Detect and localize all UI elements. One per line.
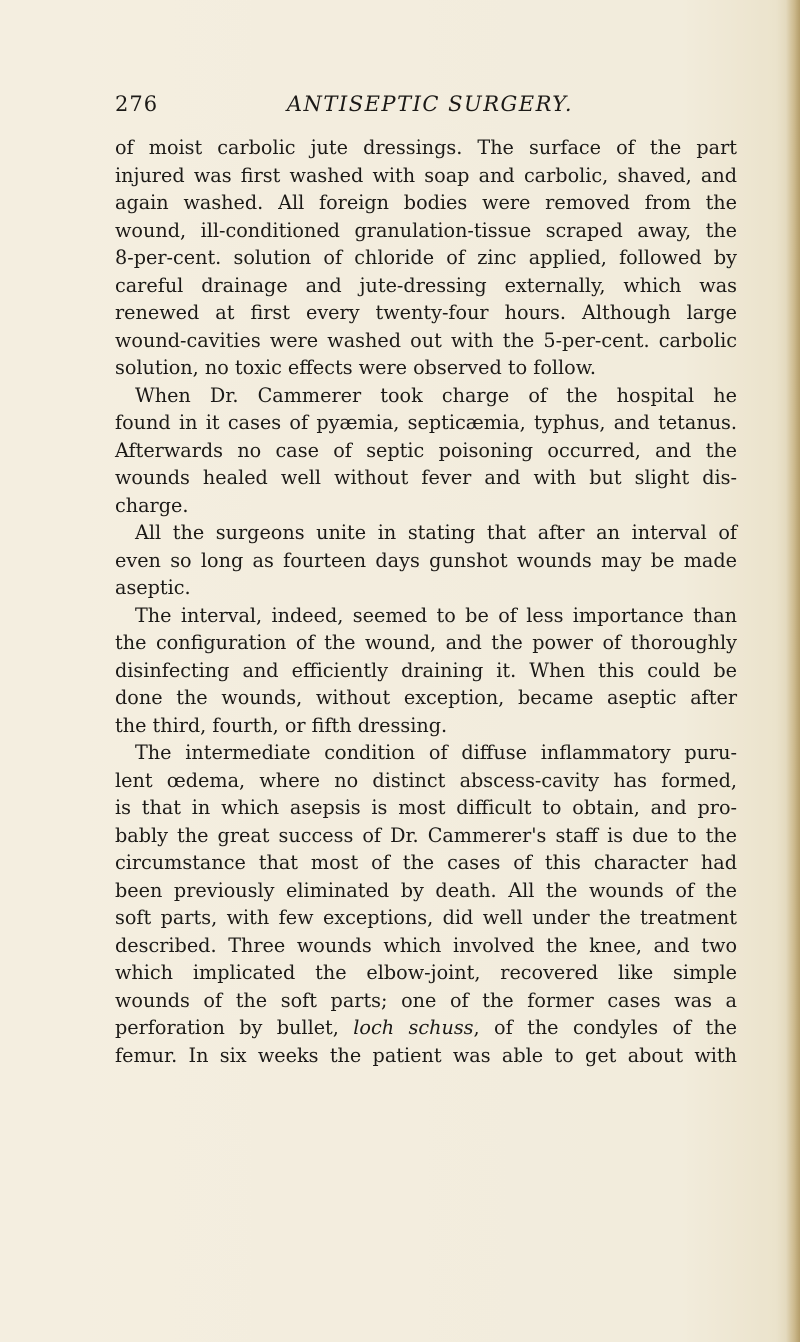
page-edge-shadow	[786, 0, 800, 1342]
text-line: the configuration of the wound, and the power of thoroughly	[115, 631, 737, 654]
text-line: renewed at first every twenty-four hours. Although large	[115, 301, 737, 324]
text-line: careful drainage and jute-dressing externally, which was	[115, 273, 737, 297]
text-line: aseptic.	[115, 576, 191, 599]
text-line: described. Three wounds which involved the knee, and two	[115, 933, 737, 957]
text-line: wounds healed well without fever and with but slight dis-	[115, 466, 737, 489]
text-line: All the surgeons unite in stating that after an interval of	[135, 521, 737, 544]
text-line: Afterwards no case of septic poisoning occurred, and the	[115, 438, 737, 462]
text-line: 8-per-cent. solution of chloride of zinc applied, followed by	[115, 246, 737, 269]
text-fragment: perforation by bullet,	[115, 1016, 339, 1039]
body-text	[115, 134, 737, 1069]
text-line: lent œdema, where no distinct abscess-cavity has formed,	[115, 768, 737, 792]
text-line: done the wounds, without exception, became aseptic after	[115, 686, 737, 709]
text-line: circumstance that most of the cases of this character had	[115, 851, 737, 874]
page-number: 276	[115, 92, 159, 116]
text-line: injured was first washed with soap and carbolic, shaved, and	[115, 163, 737, 187]
text-line: wounds of the soft parts; one of the former cases was a	[115, 988, 737, 1012]
text-line: femur. In six weeks the patient was able to get about with	[115, 1043, 737, 1067]
text-line: is that in which asepsis is most difficult to obtain, and pro-	[115, 796, 737, 819]
text-line: wound, ill-conditioned granulation-tissue scraped away, the	[115, 218, 737, 242]
text-line: again washed. All foreign bodies were removed from the	[115, 191, 737, 214]
text-line: disinfecting and efficiently draining it. When this could be	[115, 658, 737, 682]
text-line: found in it cases of pyæmia, septicæmia, typhus, and tetanus.	[115, 411, 737, 434]
text-line: When Dr. Cammerer took charge of the hospital he	[135, 383, 737, 407]
text-line: been previously eliminated by death. All the wounds of the	[115, 878, 737, 902]
text-line: The interval, indeed, seemed to be of less importance than	[135, 603, 737, 627]
text-line: the third, fourth, or fifth dressing.	[115, 713, 448, 737]
text-line: wound-cavities were washed out with the 5-per-cent. carbolic	[115, 328, 737, 352]
text-line: of moist carbolic jute dressings. The surface of the part	[115, 136, 737, 159]
text-fragment: , of the condyles of the	[473, 1016, 737, 1039]
text-line: soft parts, with few exceptions, did well under the treatment	[115, 906, 737, 929]
running-title: ANTISEPTIC SURGERY.	[286, 92, 574, 116]
text-line: charge.	[115, 493, 189, 517]
text-line: which implicated the elbow-joint, recovered like simple	[115, 961, 737, 984]
italic-term: loch schuss	[353, 1016, 474, 1039]
text-line-mixed	[115, 1014, 737, 1042]
text-line: solution, no toxic effects were observed to follow.	[115, 356, 596, 379]
text-line: bably the great success of Dr. Cammerer's staff is due to the	[115, 823, 737, 847]
text-line: The intermediate condition of diffuse inflammatory puru-	[135, 741, 737, 764]
text-line: even so long as fourteen days gunshot wounds may be made	[115, 548, 737, 572]
page-header	[115, 92, 745, 122]
